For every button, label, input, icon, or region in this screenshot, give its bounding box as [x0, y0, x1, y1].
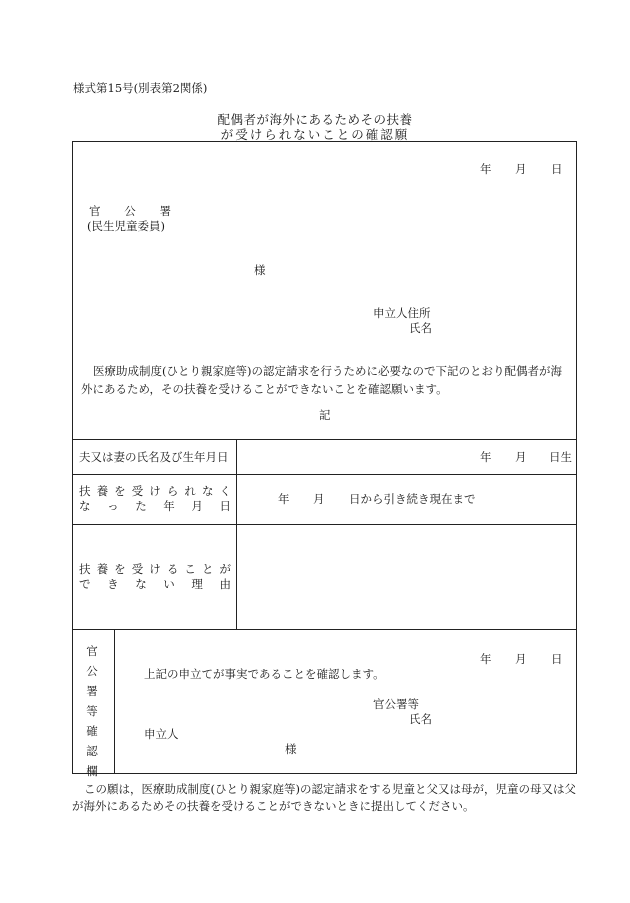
- since-label-line-2: な っ た 年 月 日: [79, 499, 231, 513]
- title-line-1: 配偶者が海外にあるためその扶養: [217, 112, 413, 127]
- confirmation-applicant-label: 申立人: [144, 727, 179, 741]
- header-date-day: 日: [551, 162, 563, 176]
- divider-row-since-top: [73, 474, 576, 475]
- ki-mark: 記: [319, 408, 331, 422]
- divider-row-reason-top: [73, 524, 576, 525]
- spouse-birth-year: 年: [480, 450, 492, 464]
- confirmation-statement: 上記の申立てが事実であることを確認します。: [144, 667, 385, 681]
- confirmation-name-label: 氏名: [409, 712, 432, 726]
- confirmation-date-day: 日: [551, 652, 563, 666]
- applicant-name-label: 氏名: [409, 321, 432, 335]
- since-month: 月: [313, 492, 325, 506]
- spouse-label: 夫又は妻の氏名及び生年月日: [79, 450, 229, 464]
- form-number: 様式第15号(別表第2関係): [73, 81, 208, 95]
- applicant-address-label: 申立人住所: [373, 306, 431, 320]
- divider-confirmation-top: [73, 629, 576, 630]
- since-continuing-text: 日から引き続き現在まで: [349, 492, 476, 506]
- since-label-line-1: 扶 養 を 受 け ら れ な く: [79, 484, 231, 498]
- header-date-month: 月: [515, 162, 527, 176]
- request-text: 医療助成制度(ひとり親家庭等)の認定請求を行うために必要なので下記のとおり配偶者が海外にあるため，その扶養を受けることができないことを確認願います。: [81, 364, 562, 396]
- spouse-birth-day: 日生: [549, 450, 572, 464]
- header-date-year: 年: [480, 162, 492, 176]
- addressee-office: 官 公 署: [89, 204, 171, 218]
- addressee-honorific: 様: [254, 263, 266, 277]
- confirmation-date-year: 年: [480, 652, 492, 666]
- divider-row-spouse-top: [73, 439, 576, 440]
- form-frame: [72, 141, 577, 778]
- confirmation-date-month: 月: [515, 652, 527, 666]
- divider-label-column: [236, 439, 237, 629]
- reason-label-line-1: 扶 養 を 受 け る こ と が: [79, 562, 231, 576]
- divider-confirmation-side: [114, 629, 115, 774]
- since-year: 年: [278, 492, 290, 506]
- confirmation-honorific: 様: [285, 742, 297, 756]
- title-line-2: が受けられないことの確認願: [220, 127, 410, 142]
- addressee-welfare-commissioner: (民生児童委員): [87, 219, 165, 233]
- spouse-birth-month: 月: [515, 450, 527, 464]
- footnote: この願は，医療助成制度(ひとり親家庭等)の認定請求をする児童と父又は母が，児童の母又は父が海外にあるためその扶養を受けることができないときに提出してください。: [72, 782, 576, 813]
- confirmation-side-label: 官 公 署 等 確 認 欄: [86, 644, 98, 778]
- confirmation-office-label: 官公署等: [373, 697, 419, 711]
- reason-label-line-2: で き な い 理 由: [79, 577, 231, 591]
